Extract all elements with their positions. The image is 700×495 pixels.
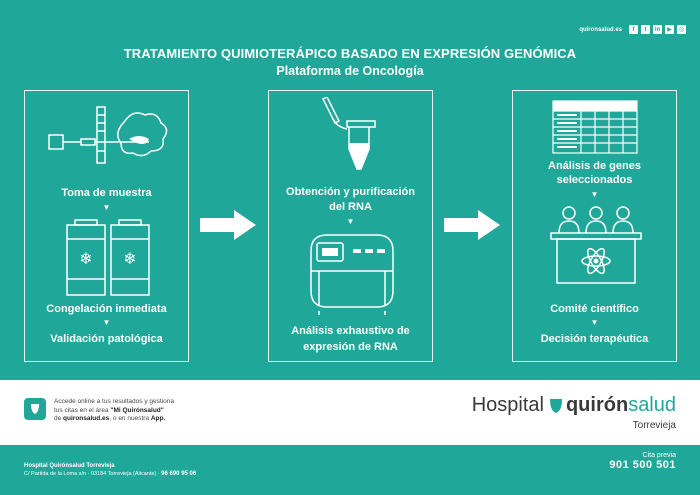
test-tube-icon (321, 97, 381, 177)
page-subtitle: Plataforma de Oncología (276, 64, 424, 78)
gene-table-icon (551, 99, 639, 155)
step-sample-collection: Toma de muestra (61, 187, 152, 199)
quironsalud-link[interactable]: quironsalud.es (63, 415, 110, 422)
footer-phone[interactable]: 96 690 95 06 (161, 471, 197, 477)
quironsalud-logo-icon (548, 395, 564, 417)
linkedin-icon[interactable]: in (654, 26, 661, 33)
biopsy-needle-icon (45, 105, 173, 165)
down-arrow-icon: ▼ (590, 190, 599, 199)
app-info-line1: Accede online a tus resultados y gestiona (54, 398, 174, 405)
appointment-block (609, 452, 676, 471)
hospital-city: Torrevieja (632, 420, 676, 431)
down-arrow-icon: ▼ (102, 318, 111, 327)
app-info-line3-mid: , o en nuestra (109, 415, 151, 422)
svg-text:❄: ❄ (79, 249, 93, 268)
down-arrow-icon: ▼ (346, 217, 355, 226)
app-info-line2: tus citas en el área (54, 406, 111, 414)
right-arrow-icon (444, 210, 500, 240)
app-link[interactable]: App. (150, 415, 166, 422)
step-scientific-committee: Comité científico (550, 303, 639, 315)
instagram-icon[interactable]: ◎ (678, 27, 685, 33)
panel-sample-collection (24, 90, 189, 362)
step-pathology-validation: Validación patológica (50, 333, 163, 345)
step-freezing: Congelación inmediata (46, 303, 167, 315)
footer-address: C/ Partida de la Loma s/n · 03184 Torrevieja (Alicante) (24, 471, 157, 477)
step-gene-analysis-line2: seleccionados (556, 174, 633, 186)
freezer-icon (65, 219, 153, 297)
step-therapeutic-decision: Decisión terapéutica (540, 333, 649, 345)
panel-rna-extraction (268, 90, 433, 362)
panel-committee (512, 90, 677, 362)
app-info-line3: de (54, 415, 64, 422)
committee-icon (549, 203, 643, 285)
logo-hospital-word: Hospital (471, 394, 544, 416)
step-rna-purification-line1: Obtención y purificación (286, 186, 415, 198)
twitter-icon[interactable]: t (641, 25, 650, 34)
website-link[interactable]: quironsalud.es (579, 26, 622, 33)
down-arrow-icon: ▼ (102, 203, 111, 212)
appointment-label: Cita previa (642, 452, 676, 459)
facebook-icon[interactable]: f (629, 25, 638, 34)
right-arrow-icon (200, 210, 256, 240)
mi-quironsalud-link[interactable]: "Mi Quirónsalud" (110, 406, 164, 414)
social-bar (579, 25, 686, 34)
step-rna-analysis-line1: Análisis exhaustivo de (291, 325, 410, 337)
sequencer-icon (307, 231, 397, 317)
footer-address-block: Hospital Quirónsalud Torrevieja C/ Partida de la Loma s/n · 03184 Torrevieja (Alicante) · 96 690 95 06 (24, 463, 197, 477)
app-icon[interactable] (24, 398, 46, 420)
step-rna-purification-line2: del RNA (329, 201, 372, 213)
down-arrow-icon: ▼ (590, 318, 599, 327)
footer-hospital-name: Hospital Quirónsalud Torrevieja (24, 463, 115, 469)
page-title: TRATAMIENTO QUIMIOTERÁPICO BASADO EN EXPRESIÓN GENÓMICA (123, 46, 577, 61)
hospital-logo (472, 394, 676, 417)
svg-text:❄: ❄ (123, 249, 137, 268)
appointment-phone[interactable]: 901 500 501 (609, 459, 676, 471)
step-rna-analysis-line2: expresión de RNA (303, 341, 398, 353)
youtube-icon[interactable]: ▶ (665, 25, 674, 34)
logo-quiron: quirón (565, 394, 629, 416)
logo-salud: salud (628, 394, 676, 416)
app-info-text (54, 398, 174, 424)
step-gene-analysis-line1: Análisis de genes (548, 160, 641, 172)
